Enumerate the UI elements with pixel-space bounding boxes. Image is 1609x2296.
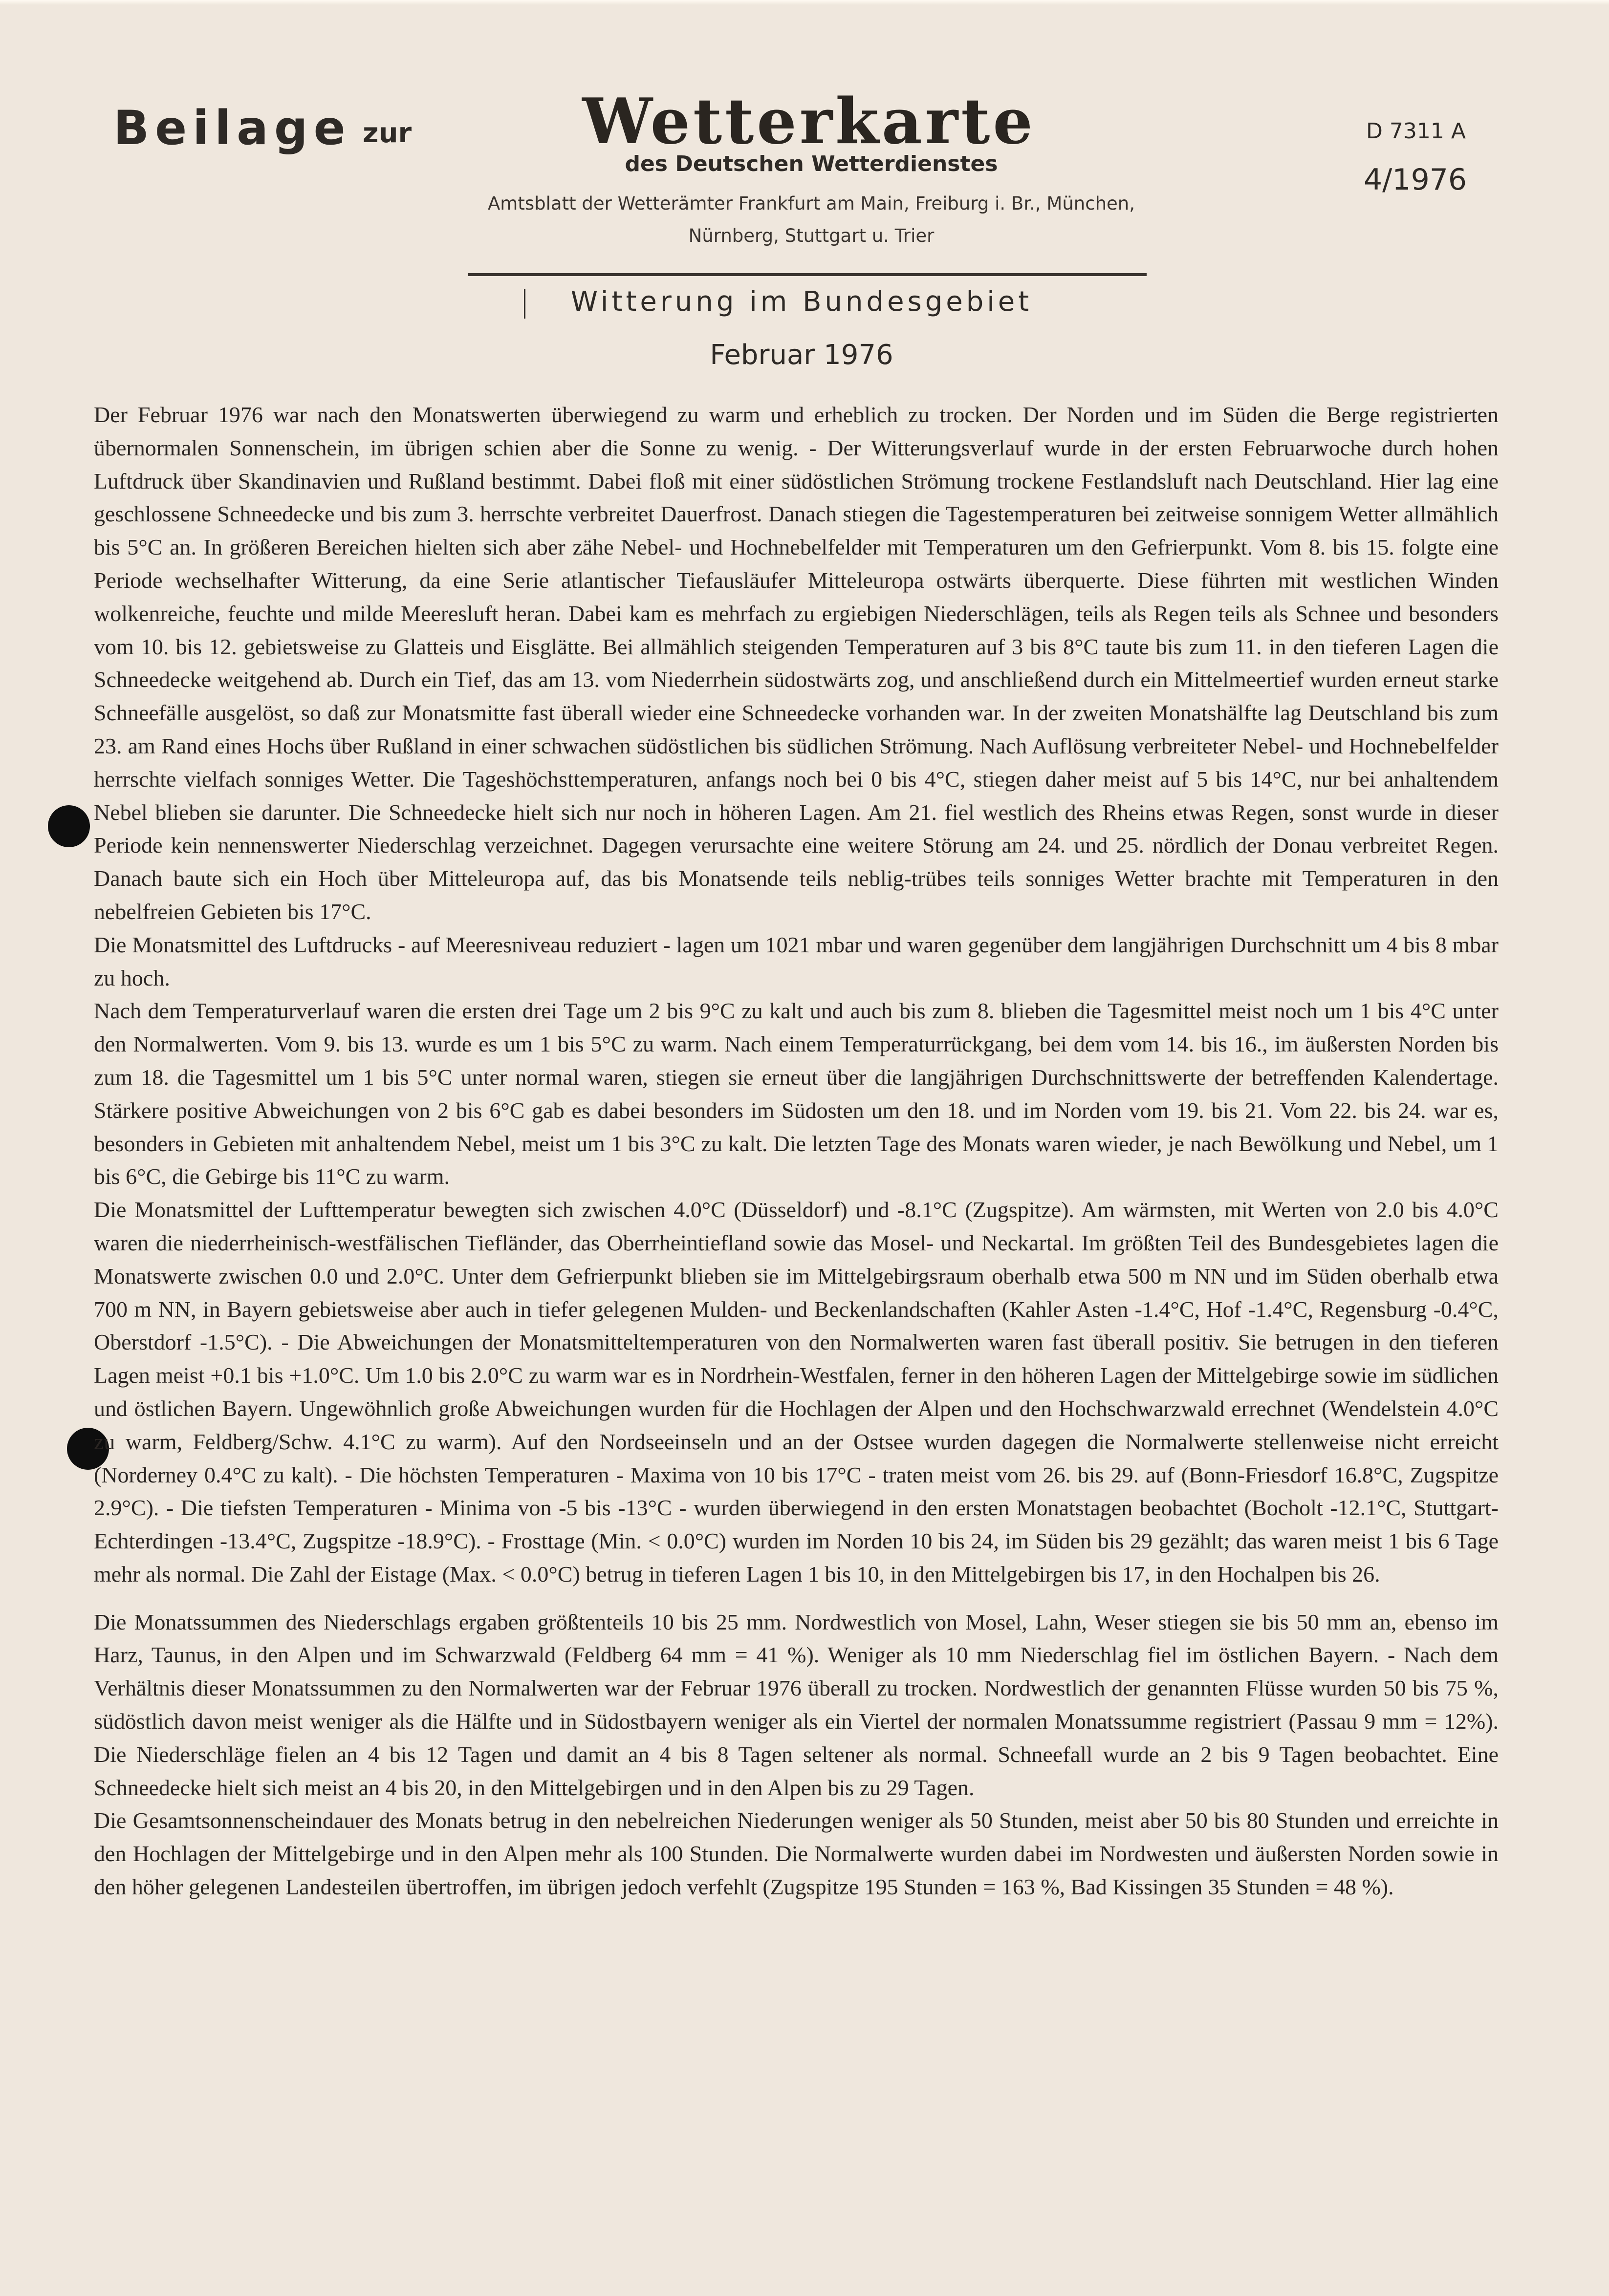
zur-label: zur	[363, 117, 412, 149]
amtsblatt-text	[455, 188, 1168, 252]
section-heading: Witterung im Bundesgebiet	[570, 286, 1033, 318]
report-month: Februar 1976	[710, 339, 893, 371]
masthead-subtitle: des Deutschen Wetterdienstes	[625, 151, 998, 176]
amtsblatt-line-1: Amtsblatt der Wetterämter Frankfurt am Main, Freiburg i. Br., München,	[488, 193, 1135, 214]
paragraph-temperature-course: Nach dem Temperaturverlauf waren die ersten drei Tage um 2 bis 9°C zu kalt und auch bis zum 8. blieben die Tagesmittel meist noch um 1 bis 4°C unter den Normalwerten. Vom 9. bis 13. wurde es um 1 bis 5°C zu warm. Nach einem Temperaturrückgang, bei dem vom 14. bis 16., im äußersten Norden bis zum 18. die Tagesmittel um 1 bis 5°C unter normal waren, stiegen sie erneut über die langjährigen Durchschnittswerte der betreffenden Kalendertage. Stärkere positive Abweichungen von 2 bis 6°C gab es dabei besonders im Südosten um den 18. und im Norden vom 19. bis 21. Vom 22. bis 24. war es, besonders in Gebieten mit anhaltendem Nebel, meist um 1 bis 3°C zu kalt. Die letzten Tage des Monats waren wieder, je nach Bewölkung und Nebel, um 1 bis 6°C, die Gebirge bis 11°C zu warm.	[94, 998, 1499, 1189]
publication-code: D 7311 A	[1366, 119, 1466, 144]
paragraph-sunshine: Die Gesamtsonnenscheindauer des Monats betrug in den nebelreichen Niederungen weniger als 50 Stunden, meist aber 50 bis 80 Stunden und erreichte in den Hochlagen der Mittelgebirge und in den Alpen mehr als 100 Stunden. Die Normalwerte wurden dabei im Nordwesten und äußersten Norden sowie in den höher gelegenen Landesteilen übertroffen, im übrigen jedoch verfehlt (Zugspitze 195 Stunden = 163 %, Bad Kissingen 35 Stunden = 48 %).	[94, 1808, 1499, 1900]
punch-hole-upper	[48, 805, 90, 847]
beilage-label: Beilage	[113, 101, 351, 155]
header-divider	[468, 273, 1147, 276]
paragraph-overview: Der Februar 1976 war nach den Monatswerten überwiegend zu warm und erheblich zu trocken. Der Norden und im Süden die Berge registrierten übernormalen Sonnenschein, im übrigen schien aber die Sonne zu wenig. - Der Witterungsverlauf wurde in der ersten Februarwoche durch hohen Luftdruck über Skandinavien und Rußland bestimmt. Dabei floß mit einer südöstlichen Strömung trockene Festlandsluft nach Deutschland. Hier lag eine geschlossene Schneedecke und bis zum 3. herrschte verbreitet Dauerfrost. Danach stiegen die Tagestemperaturen bei zeitweise sonnigem Wetter allmählich bis 5°C an. In größeren Bereichen hielten sich aber zähe Nebel- und Hochnebelfelder mit Temperaturen um den Gefrierpunkt. Vom 8. bis 15. folgte eine Periode wechselhafter Witterung, da eine Serie atlantischer Tiefausläufer Mitteleuropa ostwärts überquerte. Diese führten mit westlichen Winden wolkenreiche, feuchte und milde Meeresluft heran. Dabei kam es mehrfach zu ergiebigen Niederschlägen, teils als Regen teils als Schnee und besonders vom 10. bis 12. gebietsweise zu Glatteis und Eisglätte. Bei allmählich steigenden Temperaturen auf 3 bis 8°C taute bis zum 11. in den tieferen Lagen die Schneedecke weitgehend ab. Durch ein Tief, das am 13. vom Niederrhein südostwärts zog, und anschließend durch ein Mittelmeertief wurden erneut starke Schneefälle ausgelöst, so daß zur Monatsmitte fast überall wieder eine Schneedecke vorhanden war. In der zweiten Monatshälfte lag Deutschland bis zum 23. am Rand eines Hochs über Rußland in einer schwachen südöstlichen bis südlichen Strömung. Nach Auflösung verbreiteter Nebel- und Hochnebelfelder herrschte vielfach sonniges Wetter. Die Tageshöchsttemperaturen, anfangs noch bei 0 bis 4°C, stiegen daher meist auf 5 bis 14°C, nur bei anhaltendem Nebel blieben sie darunter. Die Schneedecke hielt sich nur noch in höheren Lagen. Am 21. fiel westlich des Rheins etwas Regen, sonst wurde in dieser Periode kein nennenswerter Niederschlag verzeichnet. Dagegen verursachte eine weitere Störung am 24. und 25. nördlich der Donau verbreitet Regen. Danach baute sich ein Hoch über Mitteleuropa auf, das bis Monatsende teils neblig-trübes teils sonniges Wetter brachte mit Temperaturen in den nebelfreien Gebieten bis 17°C.	[94, 402, 1499, 924]
report-body	[94, 398, 1499, 1904]
paragraph-precipitation: Die Monatssummen des Niederschlags ergaben größtenteils 10 bis 25 mm. Nordwestlich von Mosel, Lahn, Weser stiegen sie bis 50 mm an, ebenso im Harz, Taunus, in den Alpen und im Schwarzwald (Feldberg 64 mm = 41 %). Weniger als 10 mm Niederschlag fiel im östlichen Bayern. - Nach dem Verhältnis dieser Monatssummen zu den Normalwerten war der Februar 1976 überall zu trocken. Nordwestlich der genannten Flüsse wurden 50 bis 75 %, südöstlich davon meist weniger als die Hälfte und in Südostbayern weniger als ein Viertel der normalen Monatssumme registriert (Passau 9 mm = 12%). Die Niederschläge fielen an 4 bis 12 Tagen und damit an 4 bis 8 Tagen seltener als normal. Schneefall wurde an 2 bis 9 Tagen beobachtet. Eine Schneedecke hielt sich meist an 4 bis 20, in den Mittelgebirgen und in den Alpen bis zu 29 Tagen.	[94, 1609, 1499, 1800]
paragraph-air-temperature: Die Monatsmittel der Lufttemperatur bewegten sich zwischen 4.0°C (Düsseldorf) und -8.1°C (Zugspitze). Am wärmsten, mit Werten von 2.0 bis 4.0°C waren die niederrheinisch-westfälischen Tiefländer, das Oberrheintiefland sowie das Mosel- und Neckartal. Im größten Teil des Bundesgebietes lagen die Monatswerte zwischen 0.0 und 2.0°C. Unter dem Gefrierpunkt blieben sie im Mittelgebirgsraum oberhalb etwa 500 m NN und im Süden oberhalb etwa 700 m NN, in Bayern gebietsweise aber auch in tiefer gelegenen Mulden- und Beckenlandschaften (Kahler Asten -1.4°C, Hof -1.4°C, Regensburg -0.4°C, Oberstdorf -1.5°C). - Die Abweichungen der Monatsmitteltemperaturen von den Normalwerten waren fast überall positiv. Sie betrugen in den tieferen Lagen meist +0.1 bis +1.0°C. Um 1.0 bis 2.0°C zu warm war es in Nordrhein-Westfalen, ferner in den höheren Lagen der Mittelgebirge sowie im südlichen und östlichen Bayern. Ungewöhnlich große Abweichungen wurden für die Hochlagen der Alpen und den Hochschwarzwald errechnet (Wendelstein 4.0°C zu warm, Feldberg/Schw. 4.1°C zu warm). Auf den Nordseeinseln und an der Ostsee wurden dagegen die Normalwerte stellenweise nicht erreicht (Norderney 0.4°C zu kalt). - Die höchsten Temperaturen - Maxima von 10 bis 17°C - traten meist vom 26. bis 29. auf (Bonn-Friesdorf 16.8°C, Zugspitze 2.9°C). - Die tiefsten Temperaturen - Minima von -5 bis -13°C - wurden überwiegend in den ersten Monatstagen beobachtet (Bocholt -12.1°C, Stuttgart-Echterdingen -13.4°C, Zugspitze -18.9°C). - Frosttage (Min. < 0.0°C) wurden im Norden 10 bis 24, im Süden bis 29 gezählt; das waren meist 1 bis 6 Tage mehr als normal. Die Zahl der Eistage (Max. < 0.0°C) betrug in tieferen Lagen 1 bis 10, in den Mittelgebirgen bis 17, in den Hochalpen bis 26.	[94, 1197, 1499, 1587]
issue-number: 4/1976	[1364, 163, 1467, 197]
amtsblatt-line-2: Nürnberg, Stuttgart u. Trier	[688, 225, 935, 246]
masthead-title: Wetterkarte	[582, 85, 1036, 158]
paragraph-air-pressure: Die Monatsmittel des Luftdrucks - auf Meeresniveau reduziert - lagen um 1021 mbar und waren gegenüber dem langjährigen Durchschnitt um 4 bis 8 mbar zu hoch.	[94, 932, 1499, 990]
